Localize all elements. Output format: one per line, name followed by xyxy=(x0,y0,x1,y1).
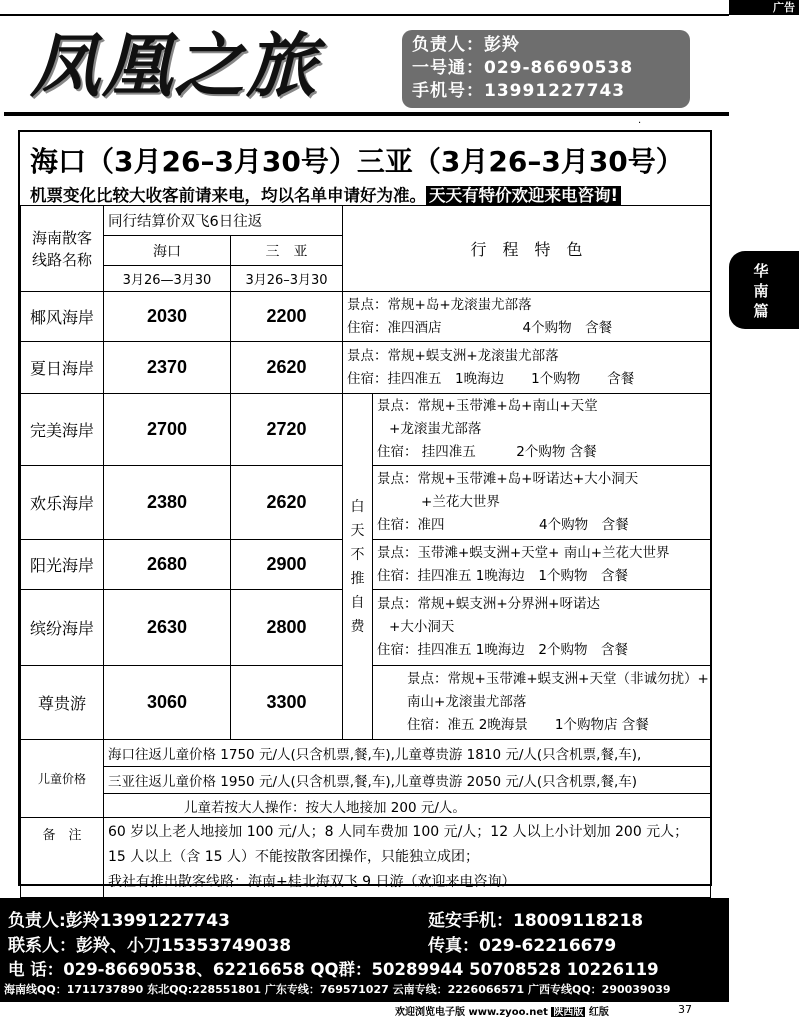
sanya-price: 3300 xyxy=(231,666,343,740)
route-name: 阳光海岸 xyxy=(21,540,104,590)
haikou-header: 海口 xyxy=(104,236,231,266)
table-row xyxy=(21,292,711,342)
brand-logo: 凤凰之旅 xyxy=(30,24,318,107)
route-header: 海南散客线路名称 xyxy=(21,206,104,292)
haikou-price: 2700 xyxy=(104,394,231,466)
features-header: 行 程 特 色 xyxy=(343,206,711,292)
footer-line-qq: 海南线QQ：1711737890 东北QQ:228551801 广东专线：769571027 云南专线：2226066571 广西专线QQ：290039039 xyxy=(4,983,671,996)
route-name: 尊贵游 xyxy=(21,666,104,740)
table-row xyxy=(21,342,711,394)
child-price-label: 儿童价格 xyxy=(21,740,104,818)
sanya-price: 2720 xyxy=(231,394,343,466)
remarks-label: 备 注 xyxy=(21,818,104,898)
header xyxy=(4,18,729,116)
haikou-price: 2030 xyxy=(104,292,231,342)
contact-box xyxy=(402,30,690,108)
route-name: 夏日海岸 xyxy=(21,342,104,394)
section-tab-south-china xyxy=(729,251,799,329)
section-tab-text: 华 南 篇 xyxy=(753,262,769,320)
route-features: 景点：玉带滩+蜈支洲+天堂+ 南山+兰花大世界 住宿：挂四准五 1晚海边 1个购物 含餐 xyxy=(373,540,711,590)
no-self-paid-note: 白 天 不 推 自 费 xyxy=(343,394,373,740)
table-row xyxy=(21,394,711,466)
haikou-date: 3月26—3月30 xyxy=(104,266,231,292)
route-name: 完美海岸 xyxy=(21,394,104,466)
footer-manager: 负责人:彭羚13991227743 xyxy=(8,911,230,931)
sanya-date: 3月26–3月30 xyxy=(231,266,343,292)
haikou-price: 3060 xyxy=(104,666,231,740)
page-number: 37 xyxy=(678,1003,692,1016)
sanya-price: 2800 xyxy=(231,590,343,666)
route-features: 景点：常规+玉带滩+蜈支洲+天堂（非诚勿扰）+ 南山+龙滚蚩尤部落 住宿：准五 2晚海景 1个购物店 含餐 xyxy=(373,666,711,740)
child-adult-note: 儿童若按大人操作：按大人地接加 200 元/人。 xyxy=(104,794,711,818)
remarks: 60 岁以上老人地接加 100 元/人；8 人同车费加 100 元/人；12 人以上小计划加 200 元人； 15 人以上（含 15 人）不能按散客团操作，只能独立成团； 我社有推出散客线路：海南+桂北海双飞 9 日游（欢迎来电咨询） xyxy=(104,818,711,898)
contact-manager: 负责人：彭羚 xyxy=(412,35,520,55)
route-features: 景点：常规+岛+龙滚蚩尤部落 住宿：准四酒店 4个购物 含餐 xyxy=(343,292,711,342)
top-rule xyxy=(0,14,729,16)
child-price-haikou: 海口往返儿童价格 1750 元/人(只含机票,餐,车),儿童尊贵游 1810 元/人(只含机票,餐,车), xyxy=(104,740,711,767)
footer-contacts xyxy=(0,898,729,1002)
haikou-price: 2680 xyxy=(104,540,231,590)
route-features: 景点：常规+蜈支洲+龙滚蚩尤部落 住宿：挂四准五 1晚海边 1个购物 含餐 xyxy=(343,342,711,394)
sanya-price: 2620 xyxy=(231,466,343,540)
footer-phone-qq: 电 话：029-86690538、62216658 QQ群：50289944 50708528 10226119 xyxy=(8,960,659,979)
haikou-price: 2370 xyxy=(104,342,231,394)
route-name: 欢乐海岸 xyxy=(21,466,104,540)
price-table xyxy=(20,205,711,898)
bottom-line: 欢迎浏览电子版 www.zyoo.net 陕西版 红版 xyxy=(395,1007,609,1017)
route-name: 椰风海岸 xyxy=(21,292,104,342)
route-features: 景点：常规+玉带滩+岛+呀诺达+大小洞天 +兰花大世界 住宿：准四 4个购物 含餐 xyxy=(373,466,711,540)
page-title: 海口（3月26–3月30号）三亚（3月26–3月30号） xyxy=(30,145,684,178)
sanya-price: 2900 xyxy=(231,540,343,590)
haikou-price: 2380 xyxy=(104,466,231,540)
child-price-sanya: 三亚往返儿童价格 1950 元/人(只含机票,餐,车),儿童尊贵游 2050 元/人(只含机票,餐,车) xyxy=(104,767,711,794)
special-offer-banner: 天天有特价欢迎来电咨询! xyxy=(426,186,621,205)
route-features: 景点：常规+蜈支洲+分界洲+呀诺达 +大小洞天 住宿：挂四准五 1晚海边 2个购物 含餐 xyxy=(373,590,711,666)
contact-hotline: 一号通：029-86690538 xyxy=(412,58,634,78)
footer-contact-person: 联系人：彭羚、小刀15353749038 xyxy=(8,936,292,956)
route-features: 景点：常规+玉带滩+岛+南山+天堂 +龙滚蚩尤部落 住宿： 挂四准五 2个购物 含餐 xyxy=(373,394,711,466)
sanya-price: 2200 xyxy=(231,292,343,342)
dot: · xyxy=(638,118,642,129)
ad-tag: 广告 xyxy=(729,0,799,15)
footer-fax: 传真：029-62216679 xyxy=(428,936,617,956)
subtitle: 机票变化比较大收客前请来电，均以名单申请好为准。 天天有特价欢迎来电咨询! xyxy=(30,182,621,206)
footer-yanan-mobile: 延安手机：18009118218 xyxy=(428,911,644,931)
route-name: 缤纷海岸 xyxy=(21,590,104,666)
sanya-price: 2620 xyxy=(231,342,343,394)
sanya-header: 三 亚 xyxy=(231,236,343,266)
contact-mobile: 手机号：13991227743 xyxy=(412,81,626,101)
price-header: 同行结算价双飞6日往返 xyxy=(104,206,343,236)
tour-ad-panel xyxy=(18,130,712,890)
haikou-price: 2630 xyxy=(104,590,231,666)
